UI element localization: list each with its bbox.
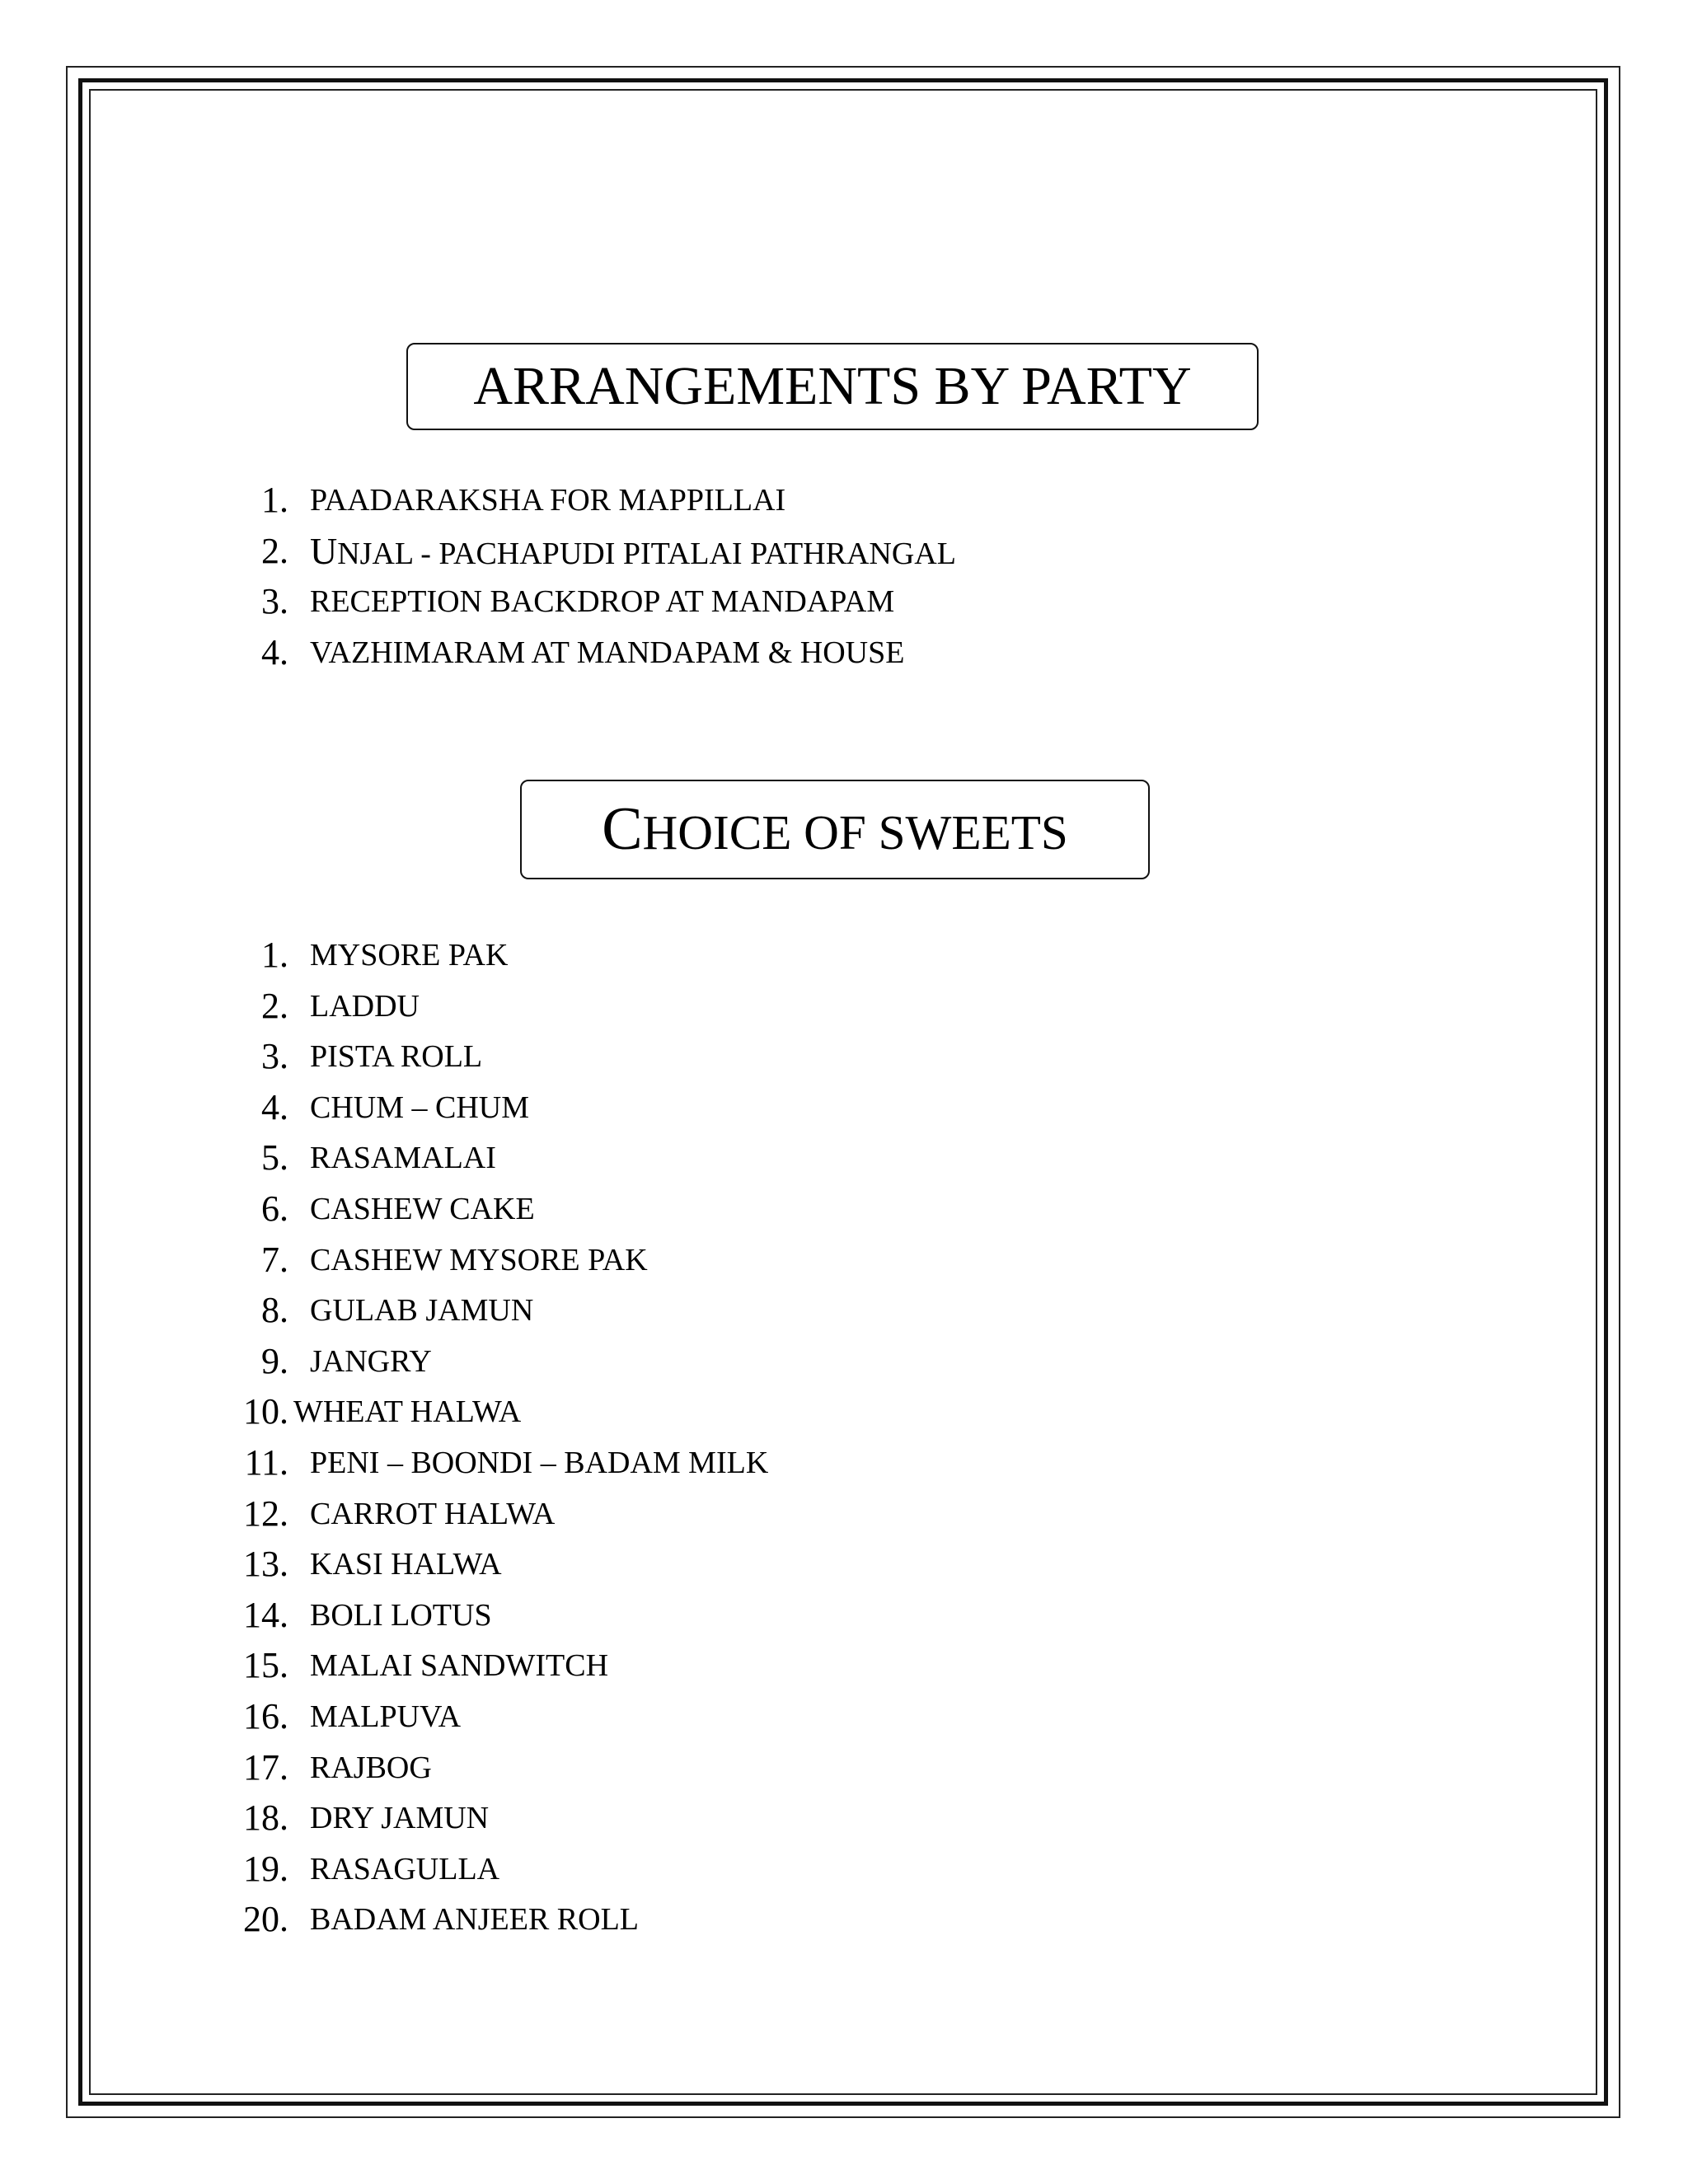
item-number: 6. [261, 1188, 288, 1229]
item-number: 5. [261, 1137, 288, 1179]
item-text: RECEPTION BACKDROP AT MANDAPAM [310, 584, 895, 620]
item-number: 3. [261, 1036, 288, 1077]
item-number: 17. [243, 1746, 288, 1788]
item-text: WHEAT HALWA [293, 1394, 522, 1430]
item-number: 1. [261, 480, 288, 520]
item-number: 16. [243, 1695, 288, 1736]
item-text: CASHEW CAKE [310, 1191, 535, 1226]
item-text: KASI HALWA [310, 1547, 502, 1582]
item-number: 10. [243, 1391, 288, 1432]
item-text: UNJAL - PACHAPUDI PITALAI PATHRANGAL [310, 529, 956, 572]
item-number: 7. [261, 1239, 288, 1280]
item-text: LADDU [310, 988, 420, 1024]
item-text: RASAGULLA [310, 1851, 500, 1886]
item-number: 15. [243, 1645, 288, 1686]
arrangements-heading [406, 343, 1259, 430]
item-text: DRY JAMUN [310, 1801, 490, 1836]
item-text: BOLI LOTUS [310, 1597, 492, 1633]
item-text: RAJBOG [310, 1750, 432, 1785]
item-text: CARROT HALWA [310, 1496, 556, 1531]
item-number: 19. [243, 1848, 288, 1889]
item-number: 9. [261, 1340, 288, 1381]
item-text: MALAI SANDWITCH [310, 1648, 609, 1684]
sweets-title: CHOICE OF SWEETS [602, 795, 1068, 863]
item-number: 2. [261, 985, 288, 1026]
item-text: PAADARAKSHA FOR MAPPILLAI [310, 483, 786, 518]
item-number: 14. [243, 1594, 288, 1635]
item-number: 20. [243, 1899, 288, 1940]
item-number: 2. [261, 530, 288, 571]
item-text: CHUM – CHUM [310, 1090, 530, 1125]
item-text: MALPUVA [310, 1699, 462, 1734]
item-text: RASAMALAI [310, 1141, 496, 1176]
item-text: PISTA ROLL [310, 1039, 483, 1075]
item-number: 13. [243, 1544, 288, 1585]
item-text: GULAB JAMUN [310, 1293, 534, 1329]
item-text: BADAM ANJEER ROLL [310, 1902, 640, 1938]
item-text: JANGRY [310, 1343, 432, 1379]
item-text: PENI – BOONDI – BADAM MILK [310, 1445, 769, 1480]
item-number: 3. [261, 581, 288, 622]
item-number: 8. [261, 1290, 288, 1331]
item-number: 11. [244, 1441, 288, 1483]
item-number: 4. [261, 631, 288, 673]
item-text: MYSORE PAK [310, 938, 509, 972]
item-number: 12. [243, 1493, 288, 1534]
arrangements-title: ARRANGEMENTS BY PARTY [473, 356, 1192, 416]
item-number: 4. [261, 1086, 288, 1127]
item-text: VAZHIMARAM AT MANDAPAM & HOUSE [310, 635, 905, 670]
item-number: 18. [243, 1797, 288, 1839]
sweets-heading [520, 780, 1150, 879]
item-text: CASHEW MYSORE PAK [310, 1242, 648, 1277]
item-number: 1. [261, 935, 288, 975]
